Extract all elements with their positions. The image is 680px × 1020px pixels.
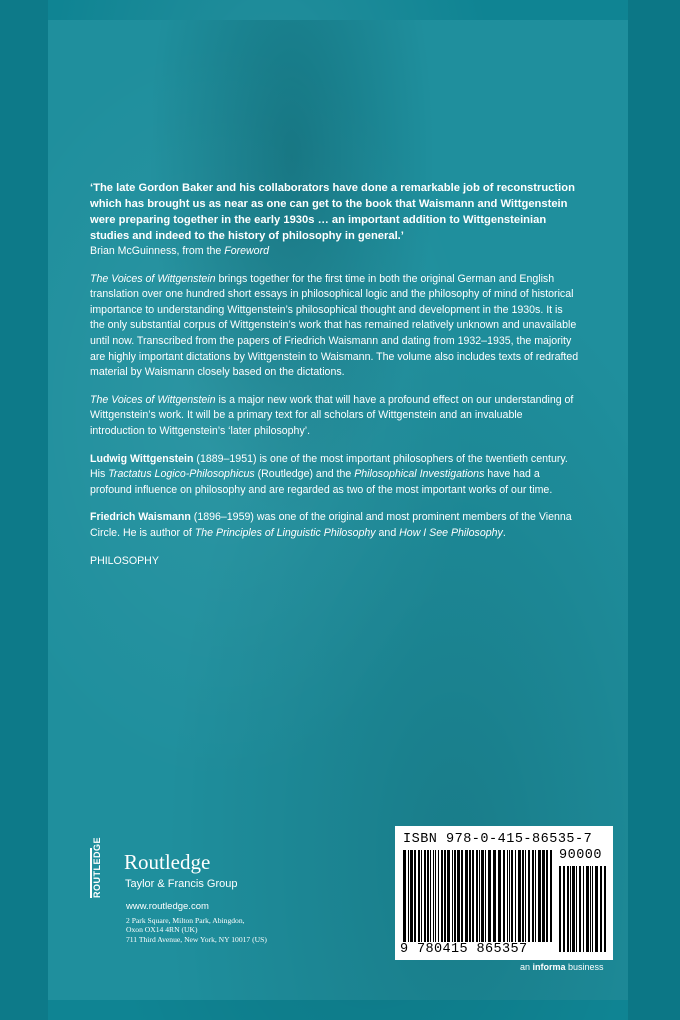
barcode-bar — [542, 850, 545, 942]
barcode-bar — [532, 850, 534, 942]
publisher-name: Routledge — [124, 850, 211, 874]
barcode-bar — [421, 850, 422, 942]
author-bio-wittgenstein — [90, 452, 580, 499]
barcode-bar — [559, 866, 561, 952]
barcode-bar — [493, 850, 496, 942]
barcode-bar — [507, 850, 508, 942]
book-title: The Voices of Wittgenstein — [90, 393, 216, 406]
barcode-bar — [454, 850, 456, 942]
category-label: PHILOSOPHY — [90, 554, 159, 567]
addon-bars — [559, 866, 607, 952]
barcode-bar — [570, 866, 571, 952]
tagline-text: an — [520, 962, 533, 972]
barcode-bar — [433, 850, 434, 942]
barcode-bar — [515, 850, 516, 942]
barcode-bar — [546, 850, 548, 942]
barcode-bar — [452, 850, 453, 942]
author-bio-waismann — [90, 510, 580, 541]
barcode-bar — [410, 850, 413, 942]
barcode-bar — [518, 850, 521, 942]
barcode-bar — [511, 850, 513, 942]
barcode-bar — [485, 850, 486, 942]
barcode-bar — [430, 850, 431, 942]
barcode-bar — [476, 850, 478, 942]
barcode-bar — [583, 866, 584, 952]
work-title: Tractatus Logico-Philosophicus — [108, 468, 255, 481]
barcode-bar — [586, 866, 589, 952]
barcode-bar — [438, 850, 439, 942]
isbn-number: ISBN 978-0-415-86535-7 — [403, 832, 593, 847]
cover-edge-left — [0, 0, 48, 1020]
barcode-bar — [403, 850, 406, 942]
barcode-bar — [522, 850, 524, 942]
barcode-bar — [563, 866, 565, 952]
tagline-text: business — [565, 962, 604, 972]
bio-text: and — [375, 526, 400, 539]
barcode-bar — [595, 866, 598, 952]
blurb — [90, 180, 580, 581]
description-text-1: brings together for the first time in both the original German and English translation over one hundred short essays in philosophical logic and the philosophy of mind of historical importance to understanding Wittgenstein’s philosophical thought and development in the 1930s. It is the only substantial corpus of Wittgenstein’s work that has remained relatively unknown and unavailable until now. Transcribed from the papers of Friedrich Waismann and dating from 1932–1935, the majority are highly important dictations by Wittgenstein to Waismann. The volume also includes texts of redrafted material by Waismann closely based on the dictations. — [90, 272, 579, 379]
barcode-bar — [488, 850, 491, 942]
book-title: The Voices of Wittgenstein — [90, 272, 216, 285]
barcode-bar — [604, 866, 606, 952]
ean-number: 9 780415 865357 — [400, 942, 528, 957]
barcode-bar — [600, 866, 602, 952]
barcode-bar — [479, 850, 480, 942]
review-quote: ‘The late Gordon Baker and his collaborators have done a remarkable job of reconstruction which has brought us as near as one can get to the book that Waismann and Wittgenstein were preparing together in the early 1930s … an important addition to Wittgensteinian studies and indeed to the history of philosophy in general.’ — [90, 182, 575, 242]
address-line: 2 Park Square, Milton Park, Abingdon, — [126, 915, 245, 925]
barcode-bar — [572, 866, 575, 952]
barcode-bar — [441, 850, 443, 942]
bio-text: (1889–1951) is one of the most important philosophers of the twentieth century. His — [90, 452, 568, 481]
barcode-bar — [590, 866, 591, 952]
address-line: 711 Third Avenue, New York, NY 10017 (US) — [126, 934, 267, 944]
barcode-bar — [498, 850, 501, 942]
address-line: Oxon OX14 4RN (UK) — [126, 925, 198, 935]
attribution-source: Foreword — [224, 245, 269, 257]
publisher-group: Taylor & Francis Group — [125, 878, 238, 890]
barcode-bar — [472, 850, 474, 942]
attribution-name: Brian McGuinness, from the — [90, 245, 225, 257]
bio-text: . — [502, 526, 506, 539]
barcode-bar — [579, 866, 581, 952]
cover-edge-right — [628, 0, 680, 1020]
informa-word: informa — [532, 962, 566, 972]
barcode-bar — [469, 850, 471, 942]
barcode-bar — [457, 850, 460, 942]
barcode-bar — [418, 850, 420, 942]
barcode-bar — [481, 850, 484, 942]
work-title: Philosophical Investigations — [354, 468, 485, 481]
publisher-url: www.routledge.com — [126, 901, 209, 912]
barcode-bar — [538, 850, 541, 942]
description-paragraph-1 — [90, 272, 580, 381]
barcode-bar — [535, 850, 536, 942]
work-title: How I See Philosophy — [399, 526, 503, 539]
logo-mark: ROUTLEDGE — [90, 848, 116, 898]
barcode-bar — [509, 850, 510, 942]
barcode-bar — [465, 850, 468, 942]
publisher-addresses — [126, 902, 326, 944]
barcode-bar — [567, 866, 569, 952]
barcode-bar — [550, 850, 552, 942]
work-title: The Principles of Linguistic Philosophy — [194, 526, 376, 539]
quote-attribution — [90, 244, 580, 260]
barcode-bar — [435, 850, 436, 942]
ean-bars — [403, 850, 553, 942]
barcode-bar — [576, 866, 577, 952]
barcode-bar — [461, 850, 463, 942]
bio-text: have had a profound influence on philosophy and are regarded as two of the most important works of our time. — [90, 468, 553, 496]
barcode-bar — [592, 866, 593, 952]
bio-text: (Routledge) and the — [254, 468, 355, 481]
barcode-bar — [424, 850, 426, 942]
publisher-logo — [90, 836, 290, 898]
barcode-bar — [525, 850, 526, 942]
barcode-bar — [408, 850, 409, 942]
description-paragraph-2 — [90, 393, 580, 440]
author-name: Friedrich Waismann — [90, 511, 191, 524]
bio-text: (1896–1959) was one of the original and most prominent members of the Vienna Circle. He is author of — [90, 511, 572, 539]
barcode-bar — [427, 850, 429, 942]
barcode — [395, 826, 613, 960]
author-name: Ludwig Wittgenstein — [90, 452, 194, 465]
barcode-bar — [444, 850, 446, 942]
barcode-bar — [528, 850, 530, 942]
barcode-bar — [503, 850, 505, 942]
informa-tagline — [520, 962, 604, 972]
price-code: 90000 — [559, 848, 603, 863]
description-text-2: is a major new work that will have a profound effect on our understanding of Wittgenstein’s work. It will be a primary text for all scholars of Wittgenstein and an invaluable introduction to Wittgenstein’s ‘later philosophy’. — [90, 393, 574, 437]
barcode-bar — [414, 850, 416, 942]
barcode-bar — [447, 850, 450, 942]
